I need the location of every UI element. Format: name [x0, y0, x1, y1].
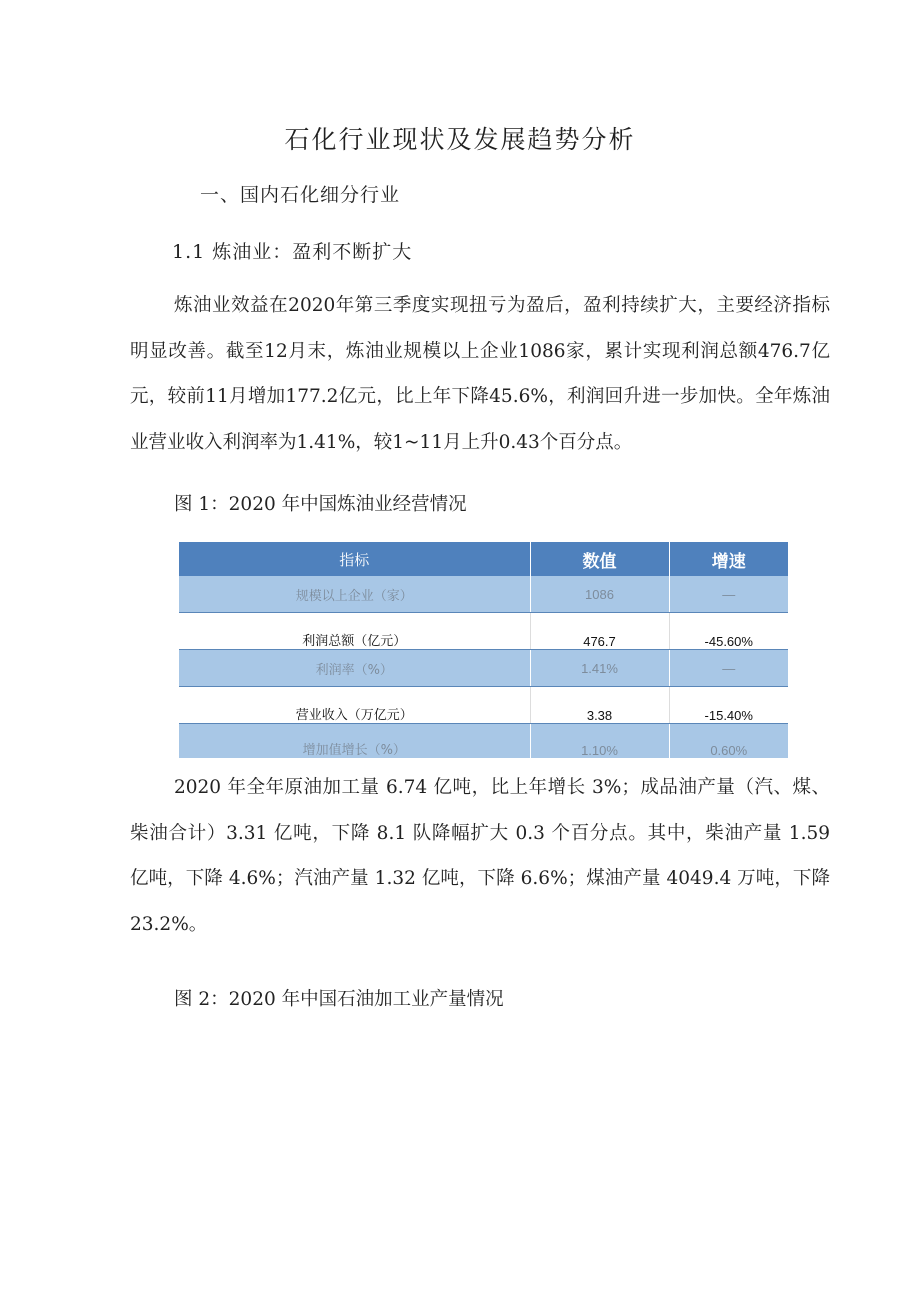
row-indicator: 规模以上企业（家） — [179, 576, 530, 613]
figure-caption-1: 图 1：2020 年中国炼油业经营情况 — [174, 494, 467, 515]
table-row — [179, 576, 788, 613]
row-indicator: 增加值增长（%） — [179, 724, 530, 759]
paragraph-crude-processing: 2020 年全年原油加工量 6.74 亿吨，比上年增长 3%；成品油产量（汽、煤、柴油合计）3.31 亿吨，下降 8.1 队降幅扩大 0.3 个百分点。其中，柴油产量 1.59 亿吨，下降 4.6%；汽油产量 1.32 亿吨，下降 6.6%；煤油产量 4049.4 万吨，下降 23.2%。 — [130, 777, 830, 935]
table-row — [179, 613, 788, 650]
row-value: 1086 — [530, 576, 669, 613]
row-growth: -15.40% — [669, 687, 788, 724]
row-growth: — — [669, 576, 788, 613]
row-growth: — — [669, 650, 788, 687]
header-growth: 增速 — [669, 542, 788, 576]
row-indicator: 利润率（%） — [179, 650, 530, 687]
table-header-row — [179, 542, 788, 576]
sub-heading: 1.1 炼油业：盈利不断扩大 — [172, 241, 413, 263]
table-row — [179, 724, 788, 759]
row-growth: -45.60% — [669, 613, 788, 650]
row-indicator: 利润总额（亿元） — [179, 613, 530, 650]
row-indicator: 营业收入（万亿元） — [179, 687, 530, 724]
section-heading: 一、国内石化细分行业 — [200, 184, 401, 206]
row-value: 1.41% — [530, 650, 669, 687]
header-value: 数值 — [530, 542, 669, 576]
paragraph-refining-profit: 炼油业效益在2020年第三季度实现扭亏为盈后，盈利持续扩大，主要经济指标明显改善。截至12月末，炼油业规模以上企业1086家，累计实现利润总额476.7亿元，较前11月增加177.2亿元，比上年下降45.6%，利润回升进一步加快。全年炼油业营业收入利润率为1.41%，较1~11月上升0.43个百分点。 — [130, 295, 830, 453]
table-row — [179, 687, 788, 724]
page-title: 石化行业现状及发展趋势分析 — [284, 125, 636, 154]
row-value: 3.38 — [530, 687, 669, 724]
refining-operations-table — [179, 542, 788, 758]
row-value: 1.10% — [530, 724, 669, 759]
figure-caption-2: 图 2：2020 年中国石油加工业产量情况 — [174, 989, 504, 1010]
row-growth: 0.60% — [669, 724, 788, 759]
row-value: 476.7 — [530, 613, 669, 650]
header-indicator: 指标 — [179, 542, 530, 576]
table-row — [179, 650, 788, 687]
